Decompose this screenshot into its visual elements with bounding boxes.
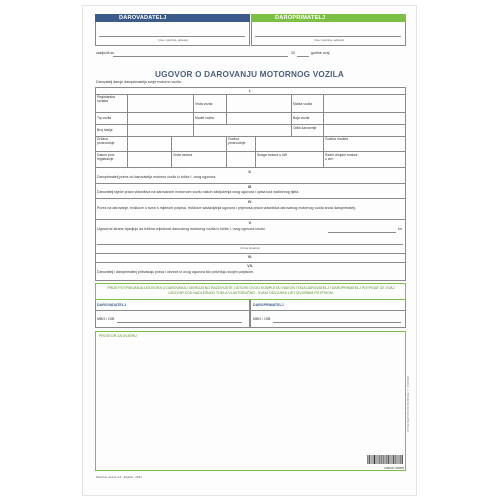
amount-words-line [97,244,403,245]
vehicle-table [95,87,406,168]
clause-divider [95,253,406,254]
donor-header: DAROVADATELJ [95,14,250,22]
donor-id-line[interactable] [117,322,242,323]
signature-divider [95,310,406,311]
clause-number: II. [248,170,252,174]
recipient-hint: (ime i prezime, adresa) [314,38,344,42]
certification-box [95,331,406,471]
table-col-divider [171,136,172,168]
table-row-divider [95,94,406,95]
side-text: OBRAZAC - 1. PRIMJERAK ZA NADLEŽNO TIJELO [406,376,409,433]
recipient-address-box[interactable] [251,22,406,46]
cell-label: Registarska oznaka [97,95,115,103]
value-line [328,232,396,233]
cell-label: Broj šasije [97,128,113,132]
cell-label: Godina modela [325,137,348,141]
donor-line [99,36,245,37]
cell-label: Tip vozila [97,116,112,120]
table-row-divider [95,112,406,113]
table-row-divider [95,124,406,125]
clause-number: III. [248,185,252,189]
table-col-divider [255,136,256,168]
table-col-divider [193,94,194,136]
table-col-divider [291,94,292,136]
donor-sign-label: DAROVADATELJ [97,303,127,307]
cell-label: Vrsta vozila [195,102,213,106]
cell-label: Država proizvodnje [97,137,115,145]
recipient-id-label: MBG / OIB [253,317,271,321]
page-title: UGOVOR O DAROVANJU MOTORNOG VOZILA [155,70,344,79]
cell-label: Snaga motora u kW [257,153,287,157]
cell-label: Model vozila [195,116,214,120]
certification-label: PROSTOR ZA OVJERU [99,334,137,338]
contract-form-sheet [83,6,416,495]
section-number: I. [249,89,251,93]
place-date-label: zaključili su [96,51,115,55]
clause-divider [95,262,406,263]
table-col-divider [127,94,128,168]
clause-divider [95,198,406,199]
clause-text: Darovatelj i daroprimatelj prihvaćaju prava i obveze iz ovog ugovora što potvrđuju svojim potpisom. [97,270,255,274]
table-col-divider [323,94,324,168]
table-col-divider [226,94,227,124]
cell-label: Radni obujam motora u cm³ [325,153,358,161]
year-suffix: godine ovaj [311,51,330,55]
clause-text: Darovatelj stječe pravo vlasništva na darovanom motornom vozilu nakon zaključenja ovog ugovora i upisa kod nadležnog tijela. [97,190,300,194]
amount-words-hint: (iznos slovima) [240,246,260,250]
donor-address-box[interactable] [95,22,250,46]
cell-label: Oblik karoserije [293,126,317,130]
year-prefix: 20 [291,51,295,55]
recipient-sign-label: DAROPRIMATELJ [253,303,284,307]
cell-label: Vrsta motora [173,153,193,157]
cell-label: Boja vozila [293,116,310,120]
table-col-divider [226,136,227,168]
clause-number: IV. [247,200,253,204]
clause-divider [95,219,406,220]
table-row-divider [95,151,406,152]
donor-hint: (ime i prezime, adresa) [158,38,188,42]
notice-text: PRIJE POTPISIVANJA UGOVORA O DAROVANJU OBVEZATNO RAZDVOJITE LISTOVE OVOG KOMPLETA I NAKON TOGA DAROVATELJ I DAROPRIMATELJ POTPISAT ĆE OVAJ UGOVOR KOD NADLEŽNOG TIJELA VLASTORUČNO - SVAKI ODVOJENI LIST IZVORNIM POTPISOM. [107,286,395,295]
table-row-divider [95,136,406,137]
cell-label: Marka vozila [293,102,313,106]
cell-label: Datum prve registracije [97,153,115,161]
clause-divider [95,183,406,184]
currency-suffix: kn [398,227,402,231]
year-line [297,56,309,57]
footer-publisher: Narodne novine d.d., Zagreb - 2021. [96,475,143,479]
clause-text: Daroprimatelj prima od darovatelja motorno vozilo iz točke I. ovog ugovora. [97,175,217,179]
recipient-header: DAROPRIMATELJ [251,14,406,22]
intro-text: Darovatelj daruje daroprimatelju svoje motorno vozilo: [96,80,182,84]
barcode-number: 3 850117 006860 [383,467,404,471]
clause-number: V. [248,221,252,225]
clause-text: Porez na darovanje, troškove u svezi s mijenom potpisa, troškove sastavljanja ugovora i prijenosa prava vlasništva darovanog motornog vozila snosi daroprimatelj. [97,206,356,210]
barcode-icon [366,455,404,467]
place-line [113,56,288,57]
cell-label: Godina proizvodnje [228,137,246,145]
recipient-line [255,36,401,37]
donor-id-label: MBG / OIB [97,317,115,321]
clause-number: VI. [247,255,253,259]
clause-text: Ugovorne strane izjavljuju da tržišna vrijednost darovanog motornog vozila iz točke I. ovog ugovora iznosi [97,227,265,231]
recipient-id-line[interactable] [273,322,401,323]
clause-number: VII. [247,264,253,268]
